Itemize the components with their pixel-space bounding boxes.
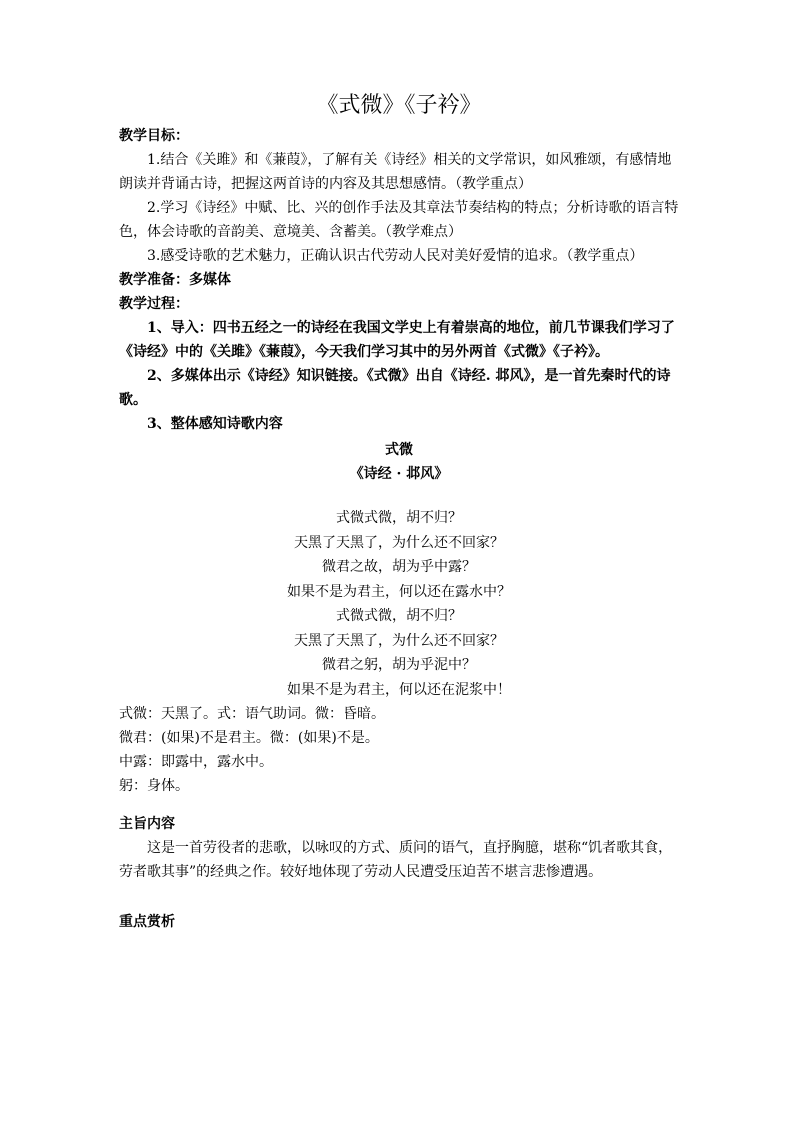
spacer xyxy=(119,798,679,812)
analysis-heading: 重点赏析 xyxy=(119,914,175,930)
poem-line: 天黑了天黑了，为什么还不回家？ xyxy=(294,632,504,649)
note-item: 躬：身体。 xyxy=(119,778,189,794)
spacer xyxy=(119,884,679,910)
theme-heading: 主旨内容 xyxy=(119,816,175,832)
poem-line: 式微式微，胡不归？ xyxy=(336,608,462,624)
poem-line: 天黑了天黑了，为什么还不回家？ xyxy=(294,534,504,551)
note-item: 式微：天黑了。式：语气助词。微：昏暗。 xyxy=(119,706,385,722)
process-step: 3、整体感知诗歌内容 xyxy=(147,416,283,432)
poem-body xyxy=(119,506,679,702)
note-item: 中露：即露中，露水中。 xyxy=(119,754,273,770)
poem-line: 微君之故，胡为乎中露？ xyxy=(322,559,476,575)
objective-item: 3.感受诗歌的艺术魅力，正确认识古代劳动人民对美好爱情的追求。（教学重点） xyxy=(147,248,644,264)
poem-source: 《诗经 · 邶风》 xyxy=(349,466,449,482)
note-item: 微君：(如果)不是君主。微：(如果)不是。 xyxy=(119,730,379,746)
poem-line: 如果不是为君主，何以还在泥浆中！ xyxy=(287,681,511,698)
process-step: 2、多媒体出示《诗经》知识链接。《式微》出自《诗经. 邶风》，是一首先秦时代的诗歌。 xyxy=(119,368,671,408)
preparation-line: 教学准备：多媒体 xyxy=(119,272,231,288)
poem-line: 微君之躬，胡为乎泥中？ xyxy=(322,657,476,673)
page-title: 《式微》《子衿》 xyxy=(316,93,482,118)
poem-title: 式微 xyxy=(385,442,413,458)
poem-line: 如果不是为君主，何以还在露水中？ xyxy=(287,583,511,600)
objective-item: 1.结合《关雎》和《蒹葭》，了解有关《诗经》相关的文学常识，如风雅颂，有感情地朗读并背诵古诗，把握这两首诗的内容及其思想感情。（教学重点） xyxy=(119,152,672,192)
process-heading: 教学过程： xyxy=(119,296,189,312)
document-page xyxy=(119,90,679,934)
theme-text: 这是一首劳役者的悲歌，以咏叹的方式、质问的语气，直抒胸臆，堪称“饥者歌其食，劳者歌其事”的经典之作。较好地体现了劳动人民遭受压迫苦不堪言悲惨遭遇。 xyxy=(119,840,673,880)
poem-line: 式微式微，胡不归？ xyxy=(336,510,462,526)
objectives-heading: 教学目标： xyxy=(119,128,189,144)
objective-item: 2.学习《诗经》中赋、比、兴的创作手法及其章法节奏结构的特点；分析诗歌的语言特色，体会诗歌的音韵美、意境美、含蓄美。（教学难点） xyxy=(119,200,679,240)
process-step: 1、导入：四书五经之一的诗经在我国文学史上有着崇高的地位，前几节课我们学习了《诗经》中的《关雎》《蒹葭》，今天我们学习其中的另外两首《式微》《子衿》。 xyxy=(119,320,675,360)
